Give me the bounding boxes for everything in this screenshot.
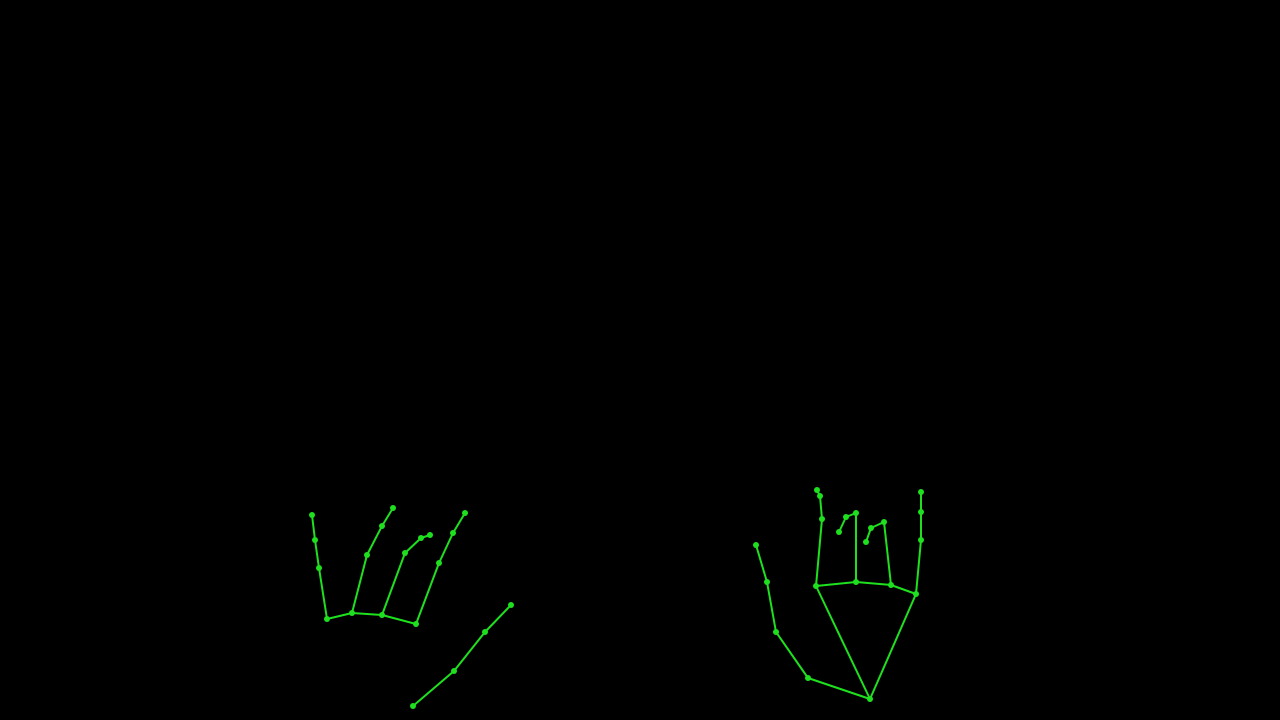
right-hand-bone-2 (767, 582, 776, 632)
left-hand-bone-17 (382, 615, 416, 624)
left-hand-bone-1 (454, 632, 485, 671)
right-hand-landmark-19 (918, 509, 924, 515)
right-hand-bone-17 (916, 540, 921, 594)
right-hand-bone-16 (891, 585, 916, 594)
right-hand-landmark-5 (813, 583, 819, 589)
left-hand-landmark-5 (316, 565, 322, 571)
left-hand-bone-0 (413, 671, 454, 706)
left-hand-landmark-11 (390, 505, 396, 511)
left-hand-bone-16 (352, 613, 382, 615)
left-hand-bone-5 (312, 515, 315, 540)
right-hand-landmark-0 (867, 696, 873, 702)
right-hand-bone-6 (820, 496, 822, 519)
right-hand-bone-5 (816, 519, 822, 586)
right-hand-landmark-11 (843, 514, 849, 520)
right-hand-landmark-13 (888, 582, 894, 588)
left-hand-landmark-19 (462, 510, 468, 516)
left-hand-landmark-9 (364, 552, 370, 558)
left-hand-landmark-2 (482, 629, 488, 635)
right-hand-landmark-3 (764, 579, 770, 585)
left-hand-landmark-16 (413, 621, 419, 627)
right-hand-bone-13 (884, 522, 891, 585)
right-hand-bone-1 (776, 632, 808, 678)
left-hand-landmark-7 (309, 512, 315, 518)
right-hand-landmark-1 (805, 675, 811, 681)
right-hand-landmark-4 (753, 542, 759, 548)
left-hand-bone-10 (405, 538, 421, 553)
left-hand-bone-6 (352, 555, 367, 613)
left-hand-landmark-8 (349, 610, 355, 616)
left-hand-landmark-13 (402, 550, 408, 556)
left-hand-landmark-6 (312, 537, 318, 543)
left-hand-skeleton (309, 505, 514, 709)
right-hand-bone-12 (856, 582, 891, 585)
right-hand-landmark-16 (863, 539, 869, 545)
left-hand-bone-12 (416, 563, 439, 624)
right-hand-landmark-20 (918, 489, 924, 495)
left-hand-bone-7 (367, 526, 382, 555)
left-hand-bone-4 (315, 540, 319, 568)
left-hand-landmark-3 (508, 602, 514, 608)
left-hand-landmark-17 (436, 560, 442, 566)
left-hand-landmark-12 (379, 612, 385, 618)
left-hand-bone-15 (327, 613, 352, 619)
left-hand-bone-14 (453, 513, 465, 533)
right-hand-landmark-2 (773, 629, 779, 635)
left-hand-landmark-1 (451, 668, 457, 674)
left-hand-landmark-0 (410, 703, 416, 709)
right-hand-bone-8 (816, 582, 856, 586)
left-hand-landmark-15 (427, 532, 433, 538)
left-hand-bone-2 (485, 605, 511, 632)
right-hand-landmark-8 (814, 487, 820, 493)
left-hand-bone-3 (319, 568, 327, 619)
right-hand-landmark-12 (836, 529, 842, 535)
right-hand-landmark-18 (918, 537, 924, 543)
right-hand-landmark-10 (853, 510, 859, 516)
right-hand-landmark-17 (913, 591, 919, 597)
left-hand-bone-9 (382, 553, 405, 615)
right-hand-landmark-7 (817, 493, 823, 499)
left-hand-landmark-4 (324, 616, 330, 622)
left-hand-landmark-14 (418, 535, 424, 541)
left-hand-landmark-10 (379, 523, 385, 529)
right-hand-landmark-14 (881, 519, 887, 525)
right-hand-skeleton (753, 487, 924, 702)
right-hand-bone-3 (756, 545, 767, 582)
left-hand-bone-13 (439, 533, 453, 563)
right-hand-landmark-6 (819, 516, 825, 522)
right-hand-landmark-9 (853, 579, 859, 585)
right-hand-landmark-15 (868, 525, 874, 531)
right-hand-bone-4 (816, 586, 870, 699)
left-hand-bone-8 (382, 508, 393, 526)
left-hand-landmark-18 (450, 530, 456, 536)
right-hand-bone-20 (870, 594, 916, 699)
